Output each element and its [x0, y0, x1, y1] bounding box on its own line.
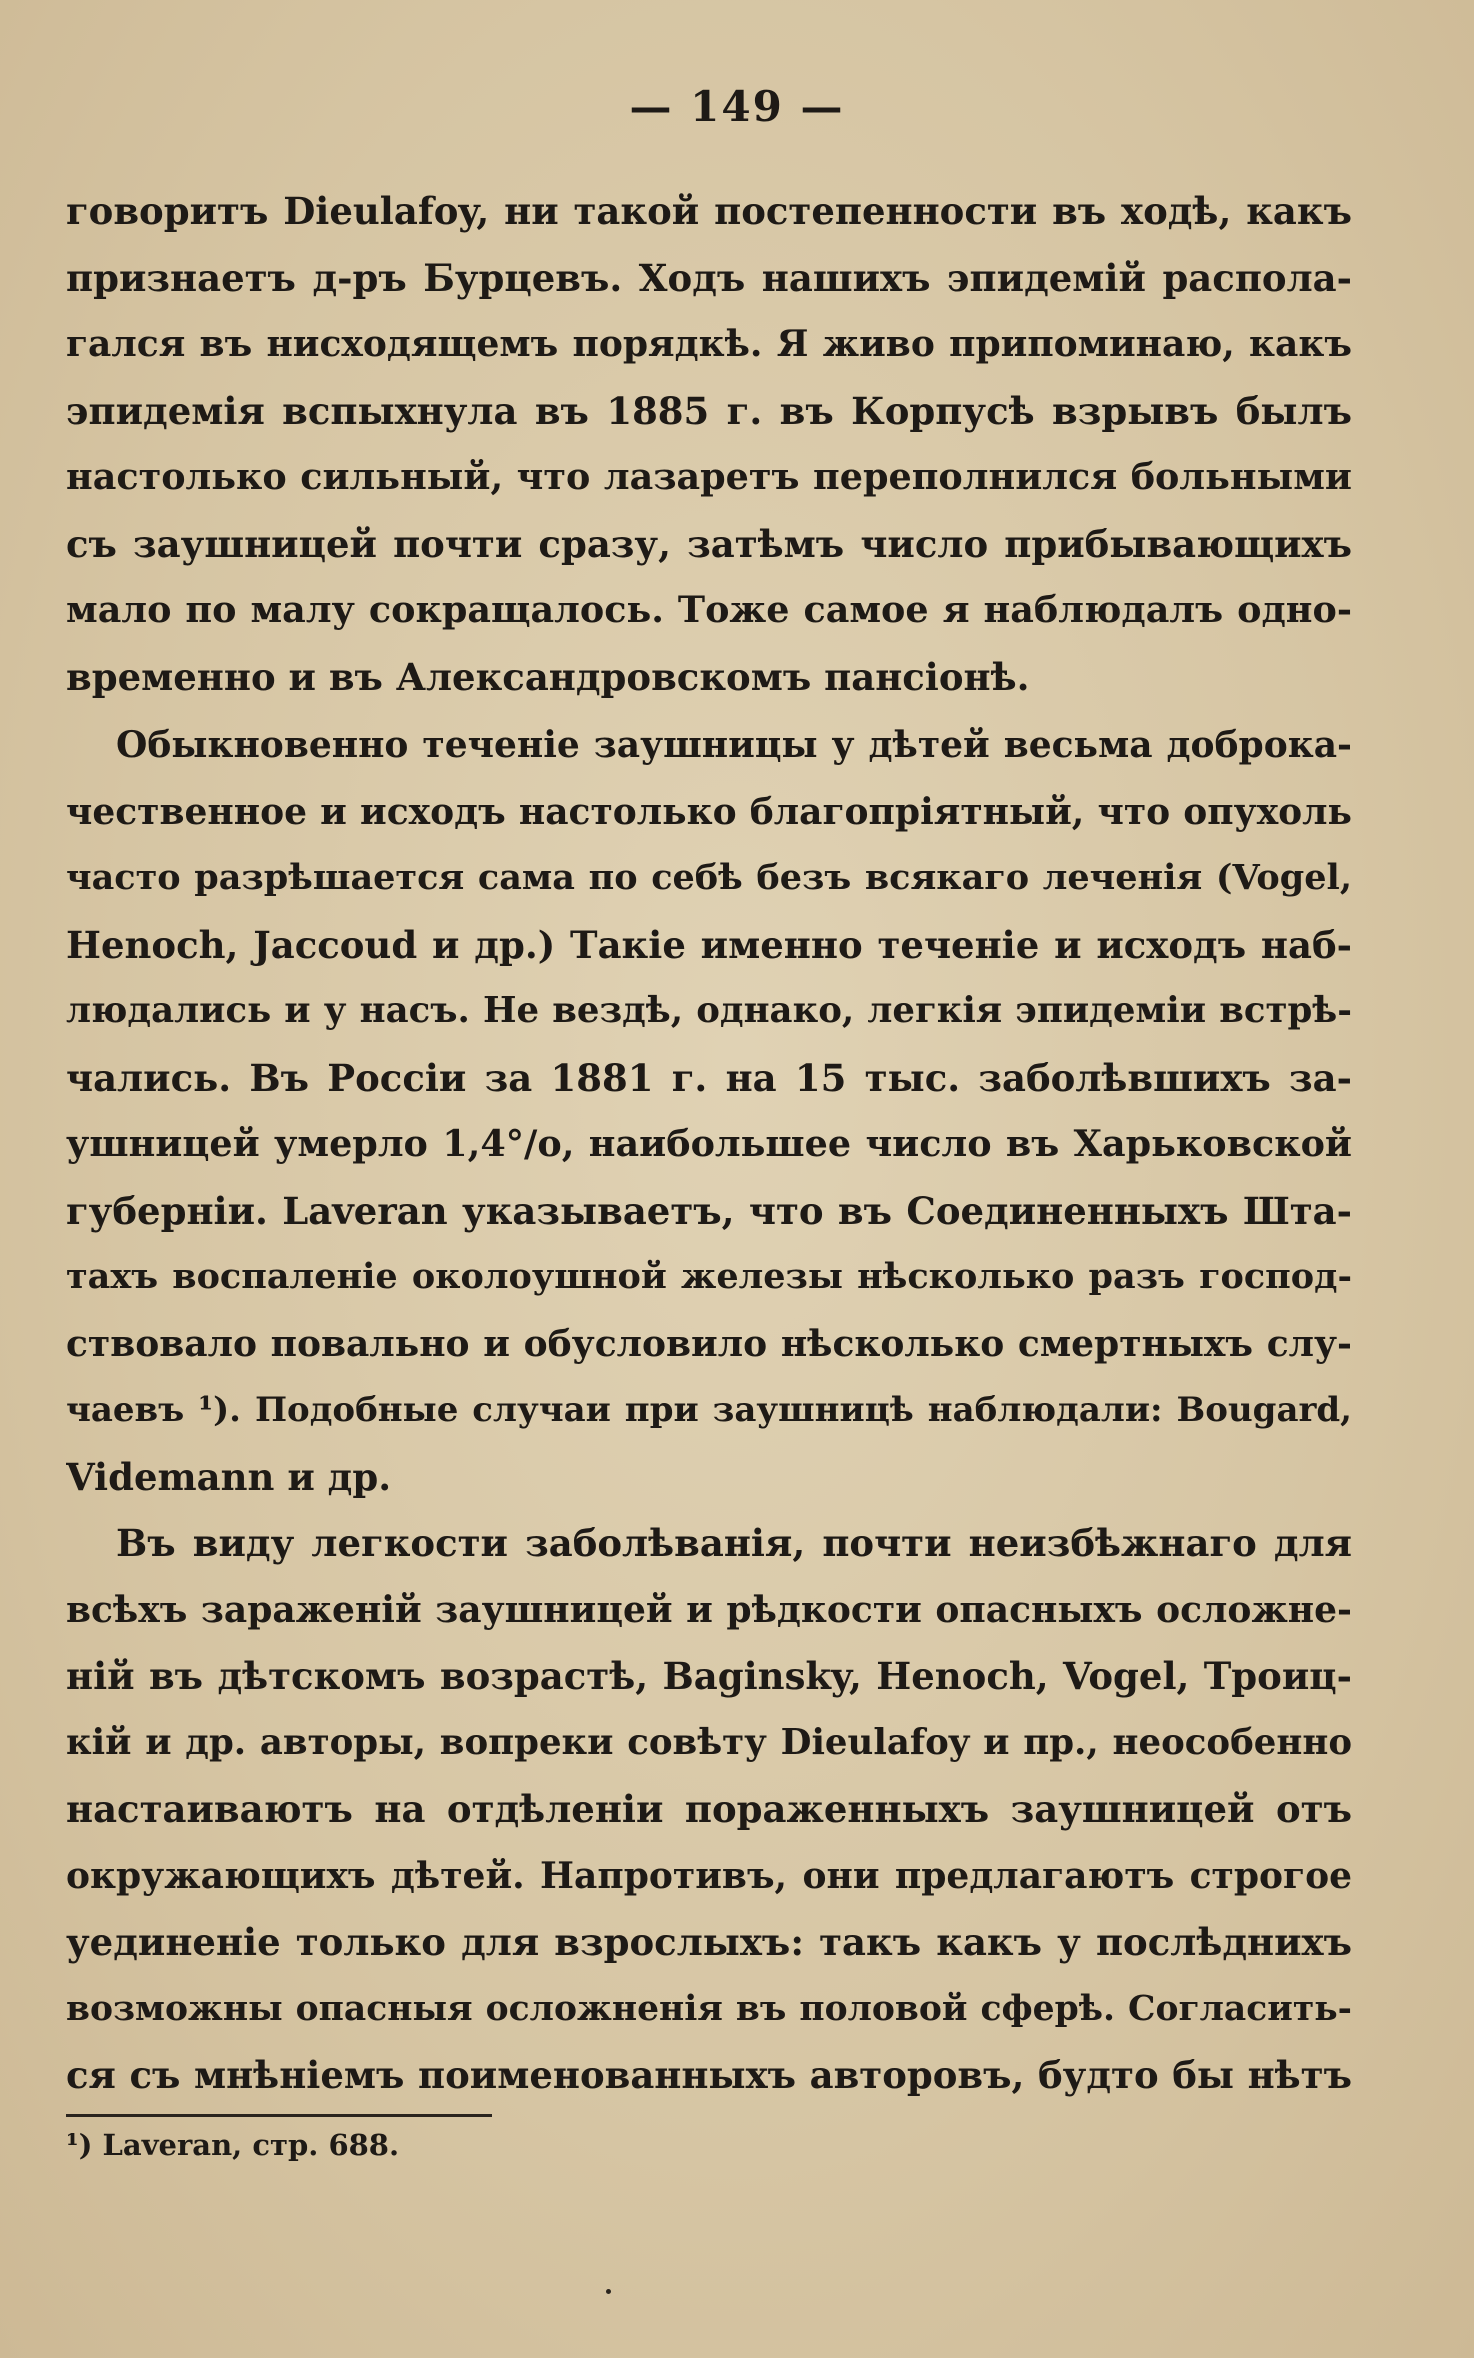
- text-line: возможны опасныя осложненія въ половой сферѣ. Согласить-: [66, 1988, 1352, 2029]
- footnote-rule: [66, 2114, 492, 2117]
- text-line: Обыкновенно теченіе заушницы у дѣтей весьма доброка-: [116, 724, 1352, 766]
- text-line: тахъ воспаленіе околоушной железы нѣсколько разъ господ-: [66, 1256, 1352, 1297]
- text-line: Henoch, Jaccoud и др.) Такіе именно теченіе и исходъ наб-: [66, 922, 1352, 967]
- text-line: всѣхъ зараженій заушницей и рѣдкости опасныхъ осложне-: [66, 1588, 1352, 1631]
- paragraph-2: [66, 712, 1352, 1510]
- text-line: ній въ дѣтскомъ возрастѣ, Baginsky, Henoch, Vogel, Троиц-: [66, 1654, 1352, 1698]
- text-line: говоритъ Dieulafoy, ни такой постепенности въ ходѣ, какъ: [66, 189, 1352, 233]
- text-line: настолько сильный, что лазаретъ переполнился больными: [66, 455, 1352, 498]
- text-line: окружающихъ дѣтей. Напротивъ, они предлагаютъ строгое: [66, 1854, 1352, 1897]
- text-line: уединеніе только для взрослыхъ: такъ какъ у послѣднихъ: [66, 1920, 1352, 1964]
- text-line: Videmann и др.: [66, 1454, 392, 1499]
- paragraph-1: [66, 178, 1352, 710]
- text-line: чались. Въ Россіи за 1881 г. на 15 тыс. заболѣвшихъ за-: [66, 1055, 1352, 1100]
- page-number: — 149 —: [629, 82, 845, 131]
- text-line: съ заушницей почти сразу, затѣмъ число прибывающихъ: [66, 521, 1352, 566]
- text-line: часто разрѣшается сама по себѣ безъ всякаго леченія (Vogel,: [66, 857, 1352, 898]
- text-line: временно и въ Александровскомъ пансіонѣ.: [66, 654, 1030, 699]
- paragraph-3: [66, 1510, 1352, 2109]
- text-line: ушницей умерло 1,4°/o, наибольшее число въ Харьковской: [66, 1122, 1352, 1165]
- text-line: чественное и исходъ настолько благопріятный, что опухоль: [66, 790, 1352, 833]
- text-line: Въ виду легкости заболѣванія, почти неизбѣжнаго для: [116, 1521, 1352, 1565]
- ink-speck: [606, 2289, 611, 2294]
- text-line: мало по малу сокращалось. Тоже самое я наблюдалъ одно-: [66, 588, 1352, 631]
- text-line: людались и у насъ. Не вездѣ, однако, легкія эпидеміи встрѣ-: [66, 990, 1352, 1031]
- text-line: эпидемія вспыхнула въ 1885 г. въ Корпусѣ взрывъ былъ: [66, 388, 1352, 433]
- text-line: чаевъ ¹). Подобные случаи при заушницѣ наблюдали: Bougard,: [66, 1390, 1352, 1430]
- text-line: ствовало повально и обусловило нѣсколько смертныхъ слу-: [66, 1322, 1352, 1365]
- text-line: кій и др. авторы, вопреки совѣту Dieulafoy и пр., неособенно: [66, 1721, 1352, 1763]
- text-line: признаетъ д-ръ Бурцевъ. Ходъ нашихъ эпидемій распола-: [66, 255, 1352, 300]
- text-line: гался въ нисходящемъ порядкѣ. Я живо припоминаю, какъ: [66, 323, 1352, 365]
- text-line: ся съ мнѣніемъ поименованныхъ авторовъ, будто бы нѣтъ: [66, 2053, 1352, 2097]
- footnote: ¹) Laveran, стр. 688.: [66, 2128, 400, 2162]
- text-line: губерніи. Laveran указываетъ, что въ Соединенныхъ Шта-: [66, 1188, 1352, 1233]
- text-line: настаиваютъ на отдѣленіи пораженныхъ заушницей отъ: [66, 1787, 1352, 1831]
